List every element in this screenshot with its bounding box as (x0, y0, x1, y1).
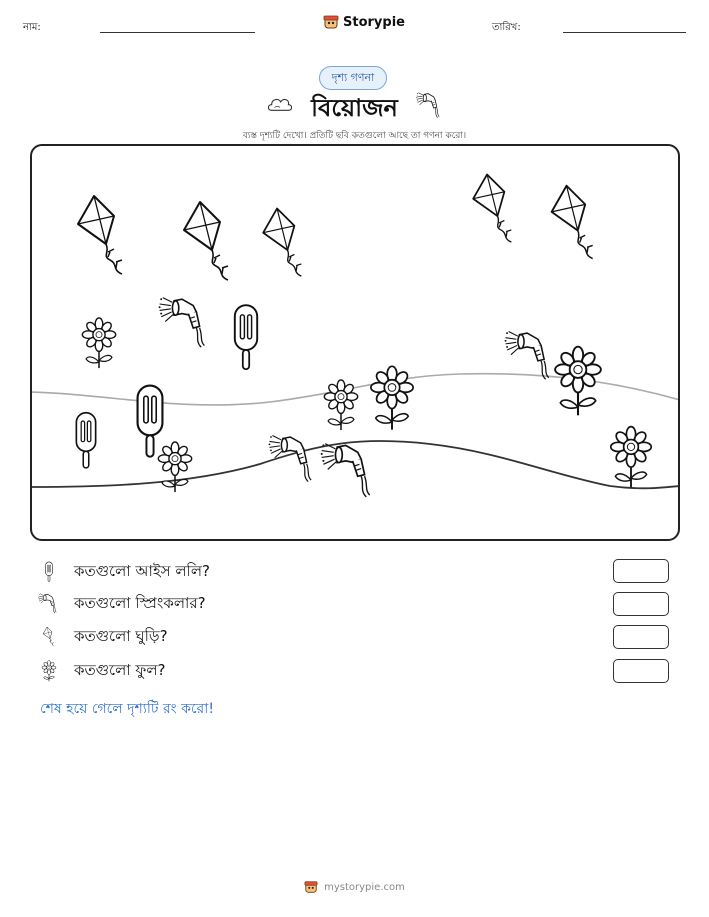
question-text: কতগুলো স্প্রিংকলার? (74, 593, 206, 612)
counting-scene (30, 144, 680, 541)
footer-mascot-icon (304, 880, 318, 894)
sprinkler-2 (505, 332, 549, 380)
answer-box-flower[interactable] (613, 659, 669, 683)
popsicle-3 (76, 413, 95, 468)
footer-url[interactable]: mystorypie.com (324, 881, 405, 893)
question-row-kite (38, 625, 168, 649)
kite-4 (473, 174, 511, 242)
question-text: কতগুলো ঘুড়ি? (74, 626, 168, 645)
question-text: কতগুলো আইস ললি? (74, 561, 210, 580)
flower-3 (371, 366, 413, 429)
scene-illustration (30, 144, 680, 541)
question-row-sprinkler (38, 592, 206, 616)
flower-2 (324, 380, 357, 430)
kite-1 (78, 196, 122, 274)
footer (0, 880, 709, 894)
name-label: নাম: (23, 22, 41, 33)
question-row-popsicle (38, 560, 210, 584)
instructions: ব্যস্ত দৃশ্যটি দেখো। প্রতিটি ছবি কতগুলো আছে তা গণনা করো। (242, 131, 467, 141)
flower-icon (38, 660, 60, 682)
topic-badge: দৃশ্য গণনা (319, 66, 387, 90)
popsicle-1 (235, 305, 257, 369)
answer-box-sprinkler[interactable] (613, 592, 669, 616)
date-line[interactable] (563, 32, 686, 33)
flower-1 (82, 318, 115, 368)
sprinkler-1 (159, 298, 205, 348)
sprinkler-title-icon (416, 92, 444, 120)
brand-name: Storypie (343, 14, 405, 30)
flower-4 (555, 347, 601, 416)
sprinkler-4 (321, 444, 370, 497)
brand-logo (323, 14, 405, 30)
kite-3 (263, 208, 301, 276)
answer-box-popsicle[interactable] (613, 559, 669, 583)
date-label: তারিখ: (492, 22, 521, 33)
kite-5 (552, 186, 593, 259)
flower-5 (158, 442, 191, 492)
flower-6 (611, 427, 651, 488)
popsicle-2 (138, 386, 163, 457)
brand-mascot-icon (323, 14, 339, 30)
closing-note: শেষ হয়ে গেলে দৃশ্যটি রং করো! (40, 701, 214, 717)
question-text: কতগুলো ফুল? (74, 660, 166, 679)
kite-icon (38, 626, 60, 648)
page-title: বিয়োজন (311, 94, 398, 122)
question-row-flower (38, 659, 165, 683)
name-line[interactable] (100, 32, 255, 33)
popsicle-icon (38, 561, 60, 583)
sprinkler-icon (38, 593, 60, 615)
answer-box-kite[interactable] (613, 625, 669, 649)
kite-2 (184, 202, 228, 280)
